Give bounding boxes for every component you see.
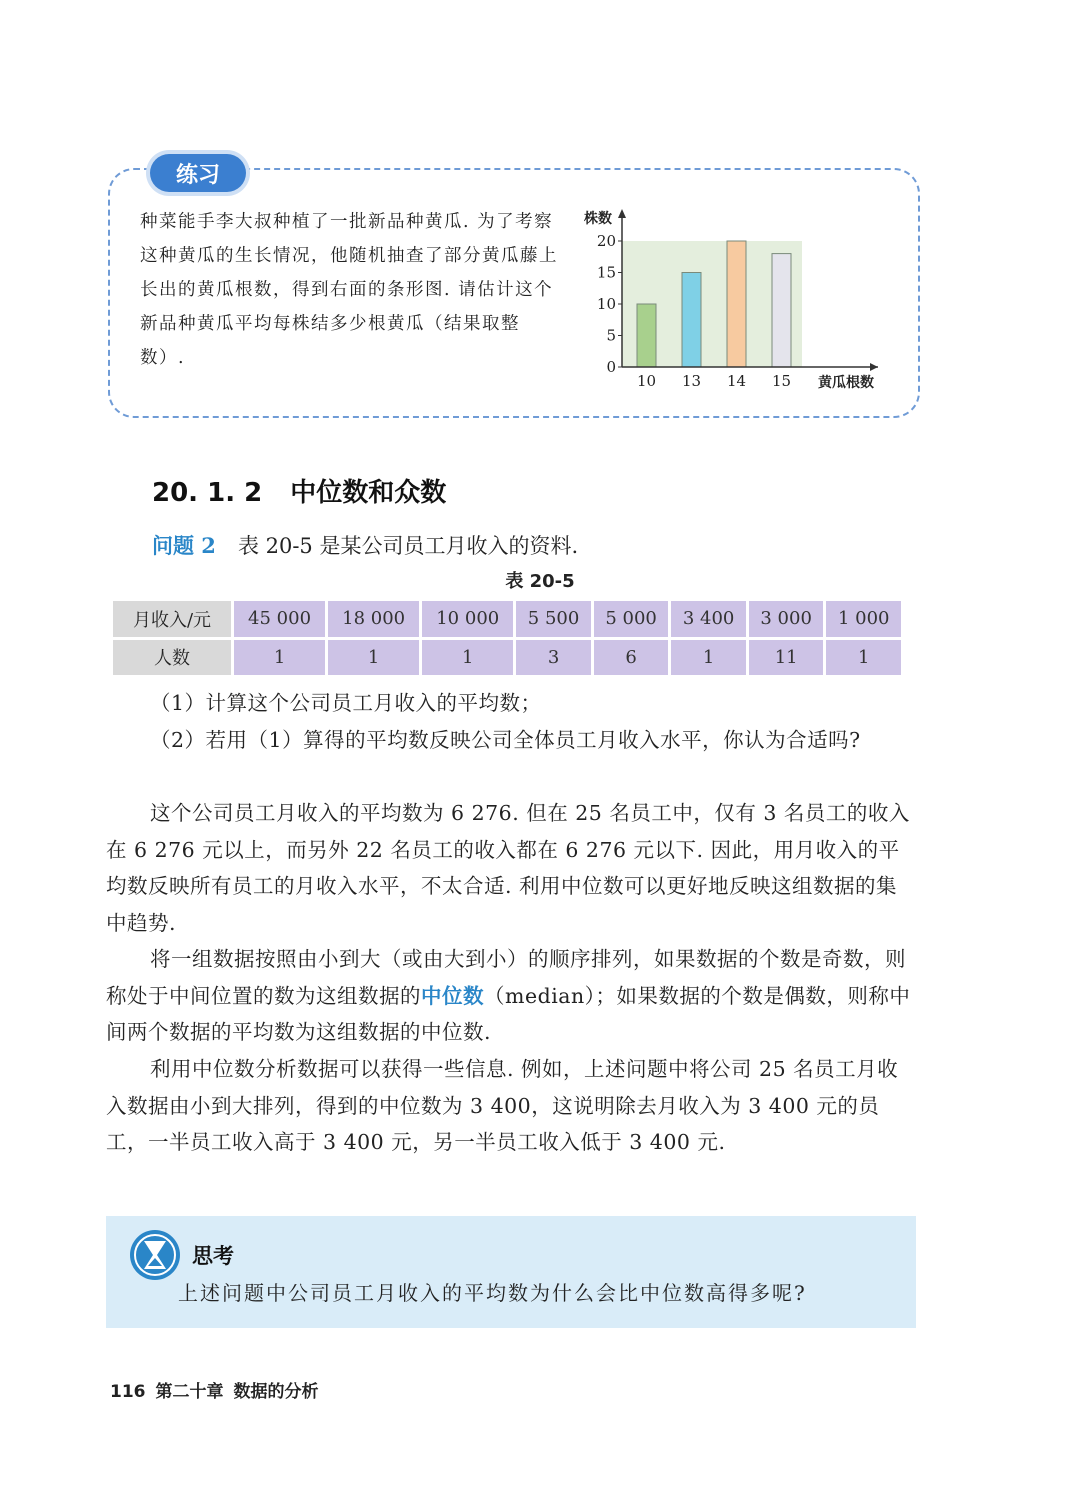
question-1: （1）计算这个公司员工月收入的平均数；	[150, 691, 542, 715]
section-name: 中位数和众数	[290, 478, 447, 508]
problem-line	[152, 530, 578, 560]
median-def-before: 将一组数据按照由小到大（或由大到小）的顺序排列，如果数据的个数是奇数，则称处于中间位置的数为这组数据的	[106, 947, 906, 1008]
y-tick-label: 15	[596, 263, 616, 282]
count-cell: 6	[594, 640, 669, 676]
x-axis-arrow	[870, 363, 878, 371]
x-axis-label: 黄瓜根数	[818, 375, 874, 391]
x-tick-label: 10	[636, 372, 657, 390]
x-tick-label: 14	[726, 372, 747, 390]
count-cell: 3	[516, 640, 591, 676]
bar	[682, 273, 701, 368]
page-footer	[110, 1377, 329, 1402]
median-def-after: （median）；如果数据的个数是偶数，则称中间两个数据的平均数为这组数据的中位数.	[106, 983, 911, 1044]
hourglass-icon	[128, 1228, 182, 1282]
income-cell: 3 000	[749, 601, 824, 637]
chapter-title: 数据的分析	[233, 1382, 319, 1402]
count-cell: 1	[671, 640, 746, 676]
income-cell: 5 000	[594, 601, 669, 637]
count-cell: 1	[234, 640, 325, 676]
problem-label: 问题 2	[152, 533, 216, 558]
y-axis-label: 株数	[584, 211, 612, 227]
income-cell: 10 000	[422, 601, 513, 637]
income-cell: 18 000	[328, 601, 419, 637]
y-tick-label: 20	[596, 232, 616, 250]
income-row-header: 月收入/元	[113, 601, 231, 637]
table-caption: 表 20-5	[505, 571, 575, 592]
problem-text: 表 20-5 是某公司员工月收入的资料.	[237, 534, 579, 558]
section-number: 20. 1. 2	[152, 478, 263, 508]
x-tick-label: 13	[681, 372, 702, 390]
paragraph-mean: 这个公司员工月收入的平均数为 6 276. 但在 25 名员工中，仅有 3 名员工的收入在 6 276 元以上，而另外 22 名员工的收入都在 6 276 元以下. 因此，用月收入的平均数反映所有员工的月收入水平，不太合适. 利用中位数可以更好地反映这组数据的集中趋势.	[106, 801, 910, 935]
think-text: 上述问题中公司员工月收入的平均数为什么会比中位数高得多呢?	[178, 1281, 807, 1305]
income-cell: 1 000	[826, 601, 901, 637]
y-tick-label: 5	[606, 326, 616, 345]
think-title: 思考	[192, 1244, 234, 1268]
count-row	[113, 640, 901, 676]
y-axis-arrow	[618, 209, 626, 218]
practice-text: 种菜能手李大叔种植了一批新品种黄瓜. 为了考察这种黄瓜的生长情况，他随机抽查了部分黄瓜藤上长出的黄瓜根数，得到右面的条形图. 请估计这个新品种黄瓜平均每株结多少根黄瓜（结果取整数）.	[140, 212, 558, 368]
count-row-header: 人数	[113, 640, 231, 676]
think-box	[106, 1216, 916, 1328]
income-cell: 45 000	[234, 601, 325, 637]
income-row	[113, 601, 901, 637]
income-cell: 3 400	[671, 601, 746, 637]
bar	[637, 304, 656, 367]
bar	[727, 241, 746, 367]
chapter-label: 第二十章	[155, 1382, 224, 1402]
practice-tag: 练习	[150, 154, 246, 192]
question-2: （2）若用（1）算得的平均数反映公司全体员工月收入水平，你认为合适吗?	[150, 728, 861, 752]
count-cell: 1	[826, 640, 901, 676]
x-tick-label: 15	[771, 372, 792, 390]
y-tick-label: 10	[596, 295, 616, 313]
income-cell: 5 500	[516, 601, 591, 637]
cucumber-bar-chart	[578, 205, 888, 400]
paragraph-median-definition	[106, 941, 918, 1051]
y-tick-label: 0	[606, 358, 616, 376]
page-number: 116	[110, 1382, 146, 1402]
count-cell: 1	[422, 640, 513, 676]
paragraph-median-example: 利用中位数分析数据可以获得一些信息. 例如，上述问题中将公司 25 名员工月收入数据由小到大排列，得到的中位数为 3 400，这说明除去月收入为 3 400 元的员工，一半员工收入高于 3 400 元，另一半员工收入低于 3 400 元.	[106, 1057, 899, 1154]
median-term: 中位数	[421, 983, 484, 1008]
section-title	[152, 472, 446, 509]
bar	[772, 254, 791, 367]
count-cell: 1	[328, 640, 419, 676]
income-table	[110, 598, 904, 678]
count-cell: 11	[749, 640, 824, 676]
